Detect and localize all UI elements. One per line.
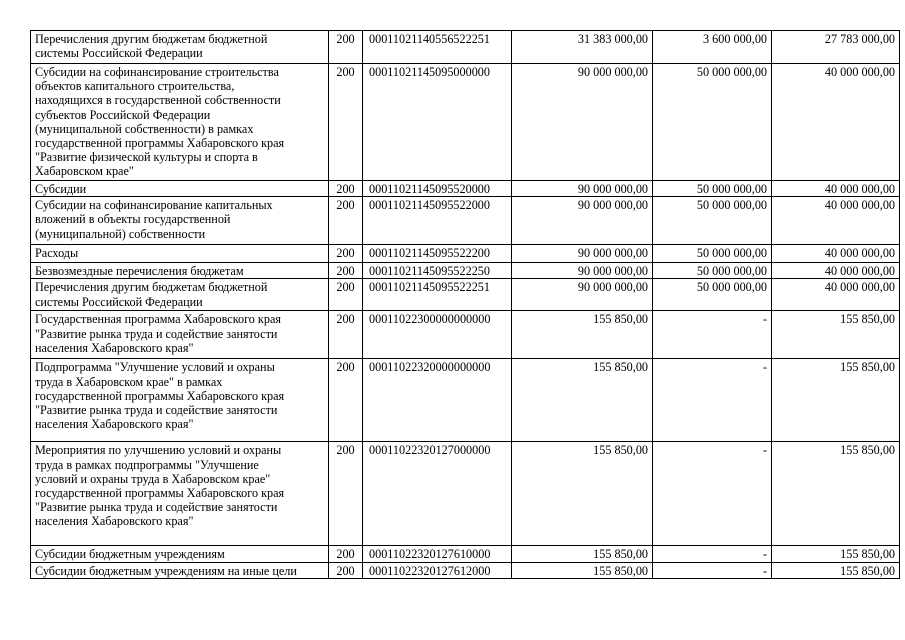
row-remaining-amount: [772, 546, 900, 562]
row-kbk-code: [363, 64, 512, 181]
row-kbk-code-text: 00011021140556522251: [369, 32, 490, 46]
row-admin-code-text: 200: [336, 443, 355, 458]
row-executed-amount-text: -: [762, 547, 767, 562]
row-name: [31, 442, 329, 546]
row-executed-amount: [653, 442, 772, 546]
row-plan-amount-text: 155 850,00: [593, 563, 648, 578]
row-plan-amount: [512, 562, 653, 578]
row-plan-amount-text: 155 850,00: [593, 312, 648, 327]
row-kbk-code-text: 00011021145095522250: [369, 264, 490, 279]
row-remaining-amount-text: 40 000 000,00: [824, 198, 895, 213]
table-row: [31, 181, 900, 197]
row-name-text: Перечисления другим бюджетам бюджетной системы Российской Федерации: [35, 32, 268, 61]
row-name: [31, 562, 329, 578]
table-row: [31, 359, 900, 442]
row-remaining-amount: [772, 181, 900, 197]
row-admin-code: [329, 562, 363, 578]
row-name-text: Безвозмездные перечисления бюджетам: [35, 264, 244, 279]
row-remaining-amount-text: 155 850,00: [840, 563, 895, 578]
row-admin-code-text: 200: [336, 264, 355, 279]
row-admin-code: [329, 245, 363, 263]
row-remaining-amount: [772, 562, 900, 578]
row-remaining-amount: [772, 197, 900, 245]
row-plan-amount-text: 90 000 000,00: [577, 65, 648, 79]
row-executed-amount: [653, 311, 772, 359]
row-plan-amount-text: 155 850,00: [593, 443, 648, 458]
table-row: [31, 197, 900, 245]
row-executed-amount: [653, 546, 772, 562]
row-kbk-code-text: 00011021145095000000: [369, 65, 490, 79]
row-remaining-amount-text: 40 000 000,00: [824, 65, 895, 79]
row-remaining-amount-text: 40 000 000,00: [824, 246, 895, 261]
row-kbk-code-text: 00011021145095520000: [369, 182, 490, 196]
row-admin-code: [329, 181, 363, 197]
row-admin-code-text: 200: [336, 65, 355, 79]
row-plan-amount: [512, 442, 653, 546]
row-executed-amount: [653, 279, 772, 311]
row-kbk-code: [363, 279, 512, 311]
row-name-text: Субсидии: [35, 182, 87, 196]
row-executed-amount: [653, 359, 772, 442]
row-remaining-amount-text: 40 000 000,00: [824, 264, 895, 279]
row-name-text: Расходы: [35, 246, 79, 261]
row-remaining-amount-text: 155 850,00: [840, 360, 895, 375]
row-admin-code-text: 200: [336, 246, 355, 261]
table-row: [31, 64, 900, 181]
row-name: [31, 359, 329, 442]
row-plan-amount-text: 155 850,00: [593, 360, 648, 375]
row-executed-amount: [653, 263, 772, 279]
row-plan-amount-text: 31 383 000,00: [577, 32, 648, 46]
row-name: [31, 263, 329, 279]
table-row: [31, 546, 900, 562]
row-remaining-amount: [772, 311, 900, 359]
row-executed-amount: [653, 562, 772, 578]
row-name-text: Субсидии бюджетным учреждениям: [35, 547, 225, 562]
row-name: [31, 197, 329, 245]
row-name: [31, 31, 329, 64]
row-name-text: Подпрограмма "Улучшение условий и охраны труда в Хабаровском крае" в рамках государственной программы Хабаровского края "Развитие рынка труда и содействие занятости населения Хабаровского края": [35, 360, 285, 432]
row-remaining-amount-text: 27 783 000,00: [824, 32, 895, 46]
row-kbk-code: [363, 562, 512, 578]
row-plan-amount: [512, 311, 653, 359]
table-row: [31, 279, 900, 311]
table-row: [31, 31, 900, 64]
row-admin-code: [329, 311, 363, 359]
row-remaining-amount-text: 155 850,00: [840, 547, 895, 562]
row-remaining-amount-text: 155 850,00: [840, 443, 895, 458]
row-executed-amount-text: 50 000 000,00: [696, 198, 767, 213]
row-kbk-code-text: 00011021145095522000: [369, 198, 490, 213]
row-kbk-code: [363, 181, 512, 197]
row-kbk-code: [363, 245, 512, 263]
row-kbk-code-text: 00011022320127610000: [369, 547, 491, 562]
row-plan-amount-text: 90 000 000,00: [577, 280, 648, 295]
row-remaining-amount: [772, 279, 900, 311]
row-admin-code: [329, 279, 363, 311]
row-kbk-code: [363, 197, 512, 245]
row-executed-amount-text: -: [762, 443, 767, 458]
row-admin-code-text: 200: [336, 360, 355, 375]
row-plan-amount: [512, 546, 653, 562]
row-name-text: Субсидии на софинансирование строительства объектов капитального строительства, находящихся в государственной собственности субъектов Российской Федерации (муниципальной собственности) в рамках государственной программы Хабаровского края "Развитие физической культуры и спорта в Хабаровском крае": [35, 65, 285, 179]
row-executed-amount: [653, 197, 772, 245]
row-executed-amount: [653, 64, 772, 181]
row-executed-amount-text: -: [762, 312, 767, 327]
row-admin-code: [329, 442, 363, 546]
row-remaining-amount: [772, 31, 900, 64]
row-admin-code: [329, 64, 363, 181]
row-kbk-code: [363, 263, 512, 279]
row-name-text: Мероприятия по улучшению условий и охраны труда в рамках подпрограммы "Улучшение условий и охраны труда в Хабаровском крае" государственной программы Хабаровского края "Развитие рынка труда и содействие занятости населения Хабаровского края": [35, 443, 285, 529]
row-plan-amount: [512, 31, 653, 64]
row-name: [31, 546, 329, 562]
row-admin-code-text: 200: [336, 312, 355, 327]
row-name: [31, 311, 329, 359]
row-name: [31, 64, 329, 181]
table-row: [31, 263, 900, 279]
row-kbk-code-text: 00011021145095522200: [369, 246, 490, 261]
row-admin-code-text: 200: [336, 198, 355, 213]
table-row: [31, 311, 900, 359]
row-executed-amount: [653, 245, 772, 263]
row-plan-amount-text: 90 000 000,00: [577, 182, 648, 196]
row-name-text: Перечисления другим бюджетам бюджетной системы Российской Федерации: [35, 280, 268, 309]
row-plan-amount: [512, 64, 653, 181]
row-admin-code: [329, 197, 363, 245]
row-kbk-code-text: 00011022320127000000: [369, 443, 491, 458]
row-remaining-amount-text: 155 850,00: [840, 312, 895, 327]
row-executed-amount-text: 50 000 000,00: [696, 264, 767, 279]
row-name-text: Субсидии бюджетным учреждениям на иные цели: [35, 563, 297, 578]
row-executed-amount-text: -: [762, 360, 767, 375]
row-admin-code: [329, 546, 363, 562]
row-admin-code-text: 200: [336, 547, 355, 562]
row-plan-amount: [512, 359, 653, 442]
row-remaining-amount: [772, 442, 900, 546]
row-plan-amount-text: 90 000 000,00: [577, 198, 648, 213]
row-admin-code-text: 200: [336, 182, 355, 196]
row-kbk-code-text: 00011022300000000000: [369, 312, 491, 327]
table-row: [31, 245, 900, 263]
row-remaining-amount-text: 40 000 000,00: [824, 182, 895, 196]
row-executed-amount-text: 50 000 000,00: [696, 246, 767, 261]
row-plan-amount-text: 90 000 000,00: [577, 246, 648, 261]
table-row: [31, 442, 900, 546]
row-admin-code: [329, 359, 363, 442]
row-name: [31, 245, 329, 263]
row-plan-amount: [512, 263, 653, 279]
row-plan-amount: [512, 181, 653, 197]
row-remaining-amount-text: 40 000 000,00: [824, 280, 895, 295]
row-admin-code-text: 200: [336, 563, 355, 578]
row-kbk-code: [363, 546, 512, 562]
row-executed-amount-text: 50 000 000,00: [696, 182, 767, 196]
table-body: [31, 31, 900, 579]
row-name: [31, 181, 329, 197]
row-executed-amount: [653, 181, 772, 197]
row-executed-amount-text: 3 600 000,00: [703, 32, 767, 46]
row-admin-code: [329, 31, 363, 64]
row-plan-amount-text: 155 850,00: [593, 547, 648, 562]
budget-execution-table: [30, 30, 900, 579]
row-kbk-code: [363, 442, 512, 546]
row-executed-amount-text: 50 000 000,00: [696, 280, 767, 295]
row-remaining-amount: [772, 64, 900, 181]
row-plan-amount: [512, 197, 653, 245]
row-kbk-code: [363, 359, 512, 442]
row-kbk-code: [363, 31, 512, 64]
row-plan-amount: [512, 245, 653, 263]
table-row: [31, 562, 900, 578]
row-kbk-code-text: 00011021145095522251: [369, 280, 490, 295]
row-remaining-amount: [772, 245, 900, 263]
row-admin-code-text: 200: [336, 280, 355, 295]
row-name-text: Субсидии на софинансирование капитальных вложений в объекты государственной (муниципальной) собственности: [35, 198, 273, 241]
row-plan-amount-text: 90 000 000,00: [577, 264, 648, 279]
row-kbk-code-text: 00011022320127612000: [369, 563, 491, 578]
row-executed-amount: [653, 31, 772, 64]
row-name-text: Государственная программа Хабаровского края "Развитие рынка труда и содействие занятости населения Хабаровского края": [35, 312, 281, 355]
row-plan-amount: [512, 279, 653, 311]
row-remaining-amount: [772, 359, 900, 442]
row-kbk-code: [363, 311, 512, 359]
row-executed-amount-text: 50 000 000,00: [696, 65, 767, 79]
row-executed-amount-text: -: [762, 563, 767, 578]
row-admin-code: [329, 263, 363, 279]
row-name: [31, 279, 329, 311]
row-admin-code-text: 200: [336, 32, 355, 46]
row-kbk-code-text: 00011022320000000000: [369, 360, 491, 375]
row-remaining-amount: [772, 263, 900, 279]
